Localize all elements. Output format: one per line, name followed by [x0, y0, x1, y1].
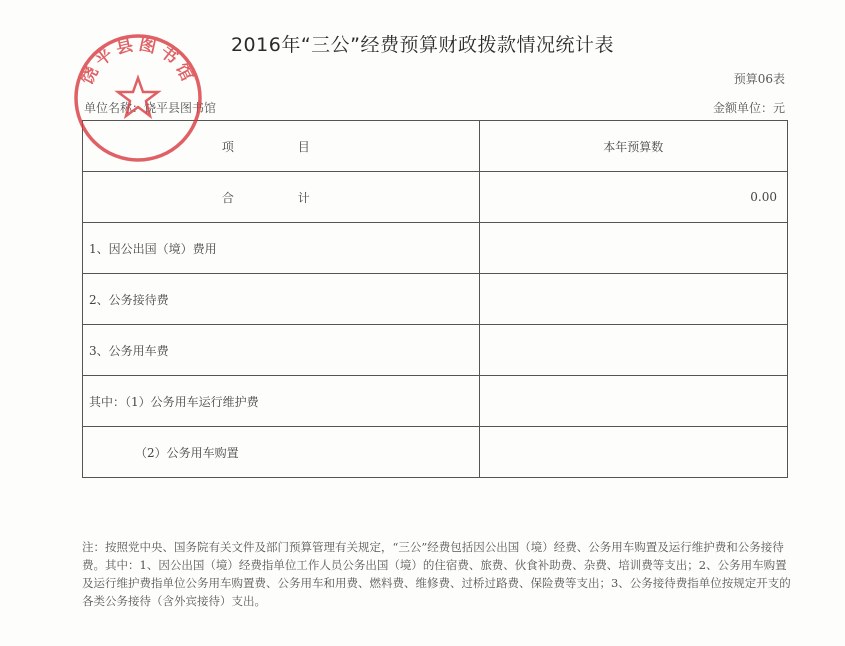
table-row [83, 274, 788, 325]
row-label: 3、公务用车费 [83, 325, 480, 376]
table-row [83, 325, 788, 376]
table-row [83, 172, 788, 223]
header-value: 本年预算数 [479, 121, 787, 172]
form-number: 预算06表 [733, 72, 785, 86]
seal-text: 饶平县图书馆 [77, 34, 199, 89]
row-value [479, 376, 787, 427]
row-total-label: 合 计 [83, 172, 480, 223]
row-total-value: 0.00 [479, 172, 787, 223]
row-label: 2、公务接待费 [83, 274, 480, 325]
footnote: 注：按照党中央、国务院有关文件及部门预算管理有关规定，“三公”经费包括因公出国（境）经费、公务用车购置及运行维护费和公务接待费。其中：1、因公出国（境）经费指单位工作人员公务出国（境）的住宿费、旅费、伙食补助费、杂费、培训费等支出；2、公务用车购置及运行维护费指单位公务用车购置费、公务用车和用费、燃料费、维修费、过桥过路费、保险费等支出；3、公务接待费指单位按规定开支的各类公务接待（含外宾接待）支出。 [82, 540, 791, 608]
row-value [479, 427, 787, 478]
row-label: （2）公务用车购置 [83, 427, 480, 478]
table-row [83, 427, 788, 478]
unit-name: 单位名称：饶平县图书馆 [84, 101, 217, 115]
header-item: 项 目 [83, 121, 480, 172]
table-header-row [83, 121, 788, 172]
row-value [479, 223, 787, 274]
row-label: 其中：（1）公务用车运行维护费 [83, 376, 480, 427]
page-title: 2016年“三公”经费预算财政拨款情况统计表 [230, 34, 615, 56]
row-value [479, 325, 787, 376]
row-label: 1、因公出国（境）费用 [83, 223, 480, 274]
budget-table [82, 120, 788, 478]
amount-unit: 金额单位：元 [712, 101, 785, 115]
table-row [83, 223, 788, 274]
row-value [479, 274, 787, 325]
table-row [83, 376, 788, 427]
